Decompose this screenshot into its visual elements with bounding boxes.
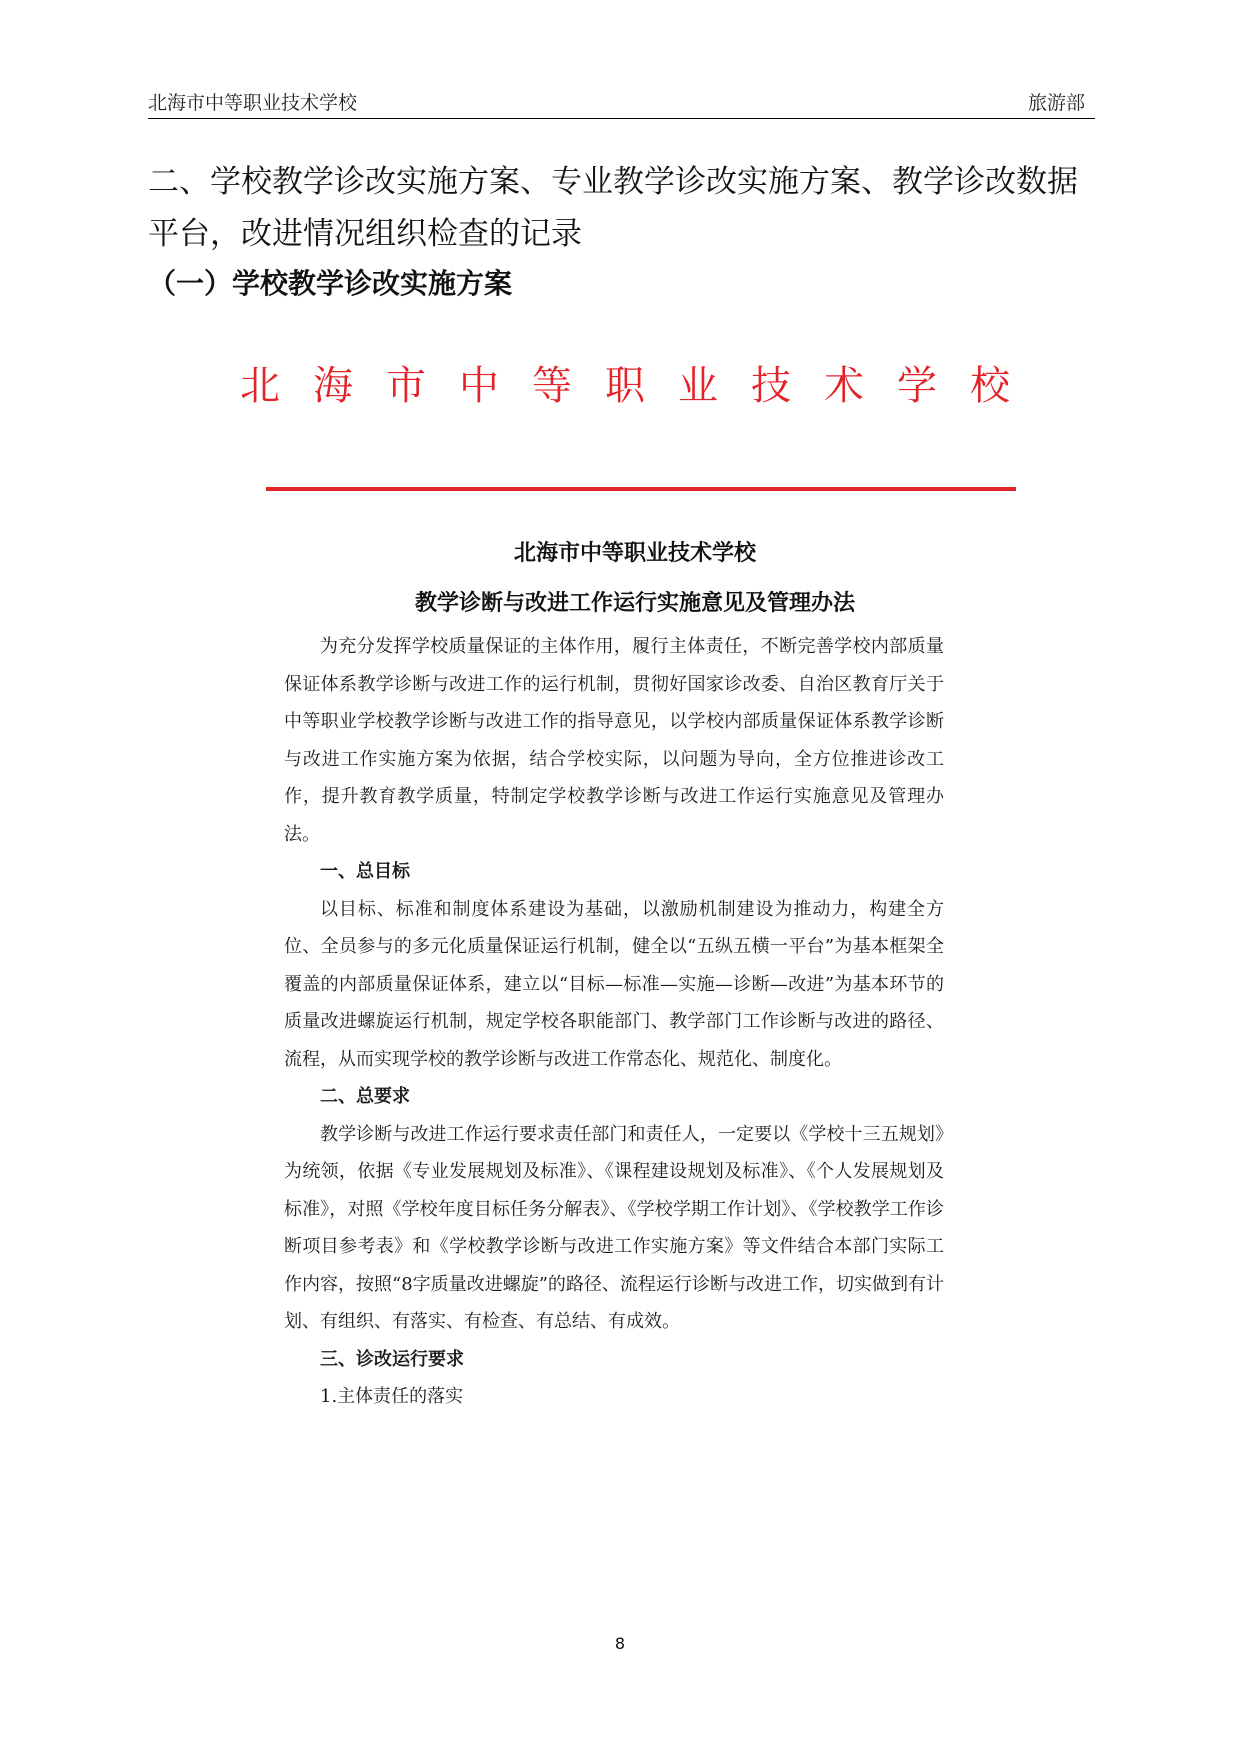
heading-general-requirements: 二、总要求 <box>320 1086 410 1107</box>
header-school-name: 北海市中等职业技术学校 <box>148 92 358 114</box>
scanned-document <box>240 340 1043 1440</box>
letterhead-red-rule <box>266 487 1016 491</box>
page-header <box>148 84 1095 119</box>
general-requirements-paragraph: 教学诊断与改进工作运行要求责任部门和责任人，一定要以《学校十三五规划》为统领，依据《专业发展规划及标准》、《课程建设规划及标准》、《个人发展规划及标准》，对照《学校年度目标任务分解表》、《学校学期工作计划》、《学校教学工作诊断项目参考表》和《学校教学诊断与改进工作实施方案》等文件结合本部门实际工作内容，按照“8字质量改进螺旋”的路径、流程运行诊断与改进工作，切实做到有计划、有组织、有落实、有检查、有总结、有成效。 <box>284 1123 944 1332</box>
document-title-line2: 教学诊断与改进工作运行实施意见及管理办法 <box>414 590 855 616</box>
general-goal-paragraph: 以目标、标准和制度体系建设为基础，以激励机制建设为推动力，构建全方位、全员参与的多元化质量保证运行机制，健全以“五纵五横一平台”为基本框架全覆盖的内部质量保证体系，建立以“目标—标准—实施—诊断—改进”为基本环节的质量改进螺旋运行机制，规定学校各职能部门、教学部门工作诊断与改进的路径、流程，从而实现学校的教学诊断与改进工作常态化、规范化、制度化。 <box>284 898 944 1070</box>
intro-paragraph: 为充分发挥学校质量保证的主体作用，履行主体责任，不断完善学校内部质量保证体系教学诊断与改进工作的运行机制，贯彻好国家诊改委、自治区教育厅关于中等职业学校教学诊断与改进工作的指导意见，以学校内部质量保证体系教学诊断与改进工作实施方案为依据，结合学校实际，以问题为导向，全方位推进诊改工作，提升教育教学质量，特制定学校教学诊断与改进工作运行实施意见及管理办法。 <box>284 636 944 845</box>
document-title-line1: 北海市中等职业技术学校 <box>513 540 756 566</box>
letterhead: 北海市中等职业技术学校 <box>240 363 1043 409</box>
header-department: 旅游部 <box>1027 92 1085 114</box>
page-number: 8 <box>614 1634 626 1653</box>
heading-general-goal: 一、总目标 <box>320 861 410 882</box>
heading-operation-requirements: 三、诊改运行要求 <box>320 1348 464 1370</box>
document-body <box>284 628 944 1416</box>
item-responsibility: 1.主体责任的落实 <box>320 1386 464 1407</box>
sub-title: （一）学校教学诊改实施方案 <box>148 267 513 300</box>
section-title: 二、学校教学诊改实施方案、专业教学诊改实施方案、教学诊改数据平台，改进情况组织检查的记录 <box>148 164 1078 252</box>
